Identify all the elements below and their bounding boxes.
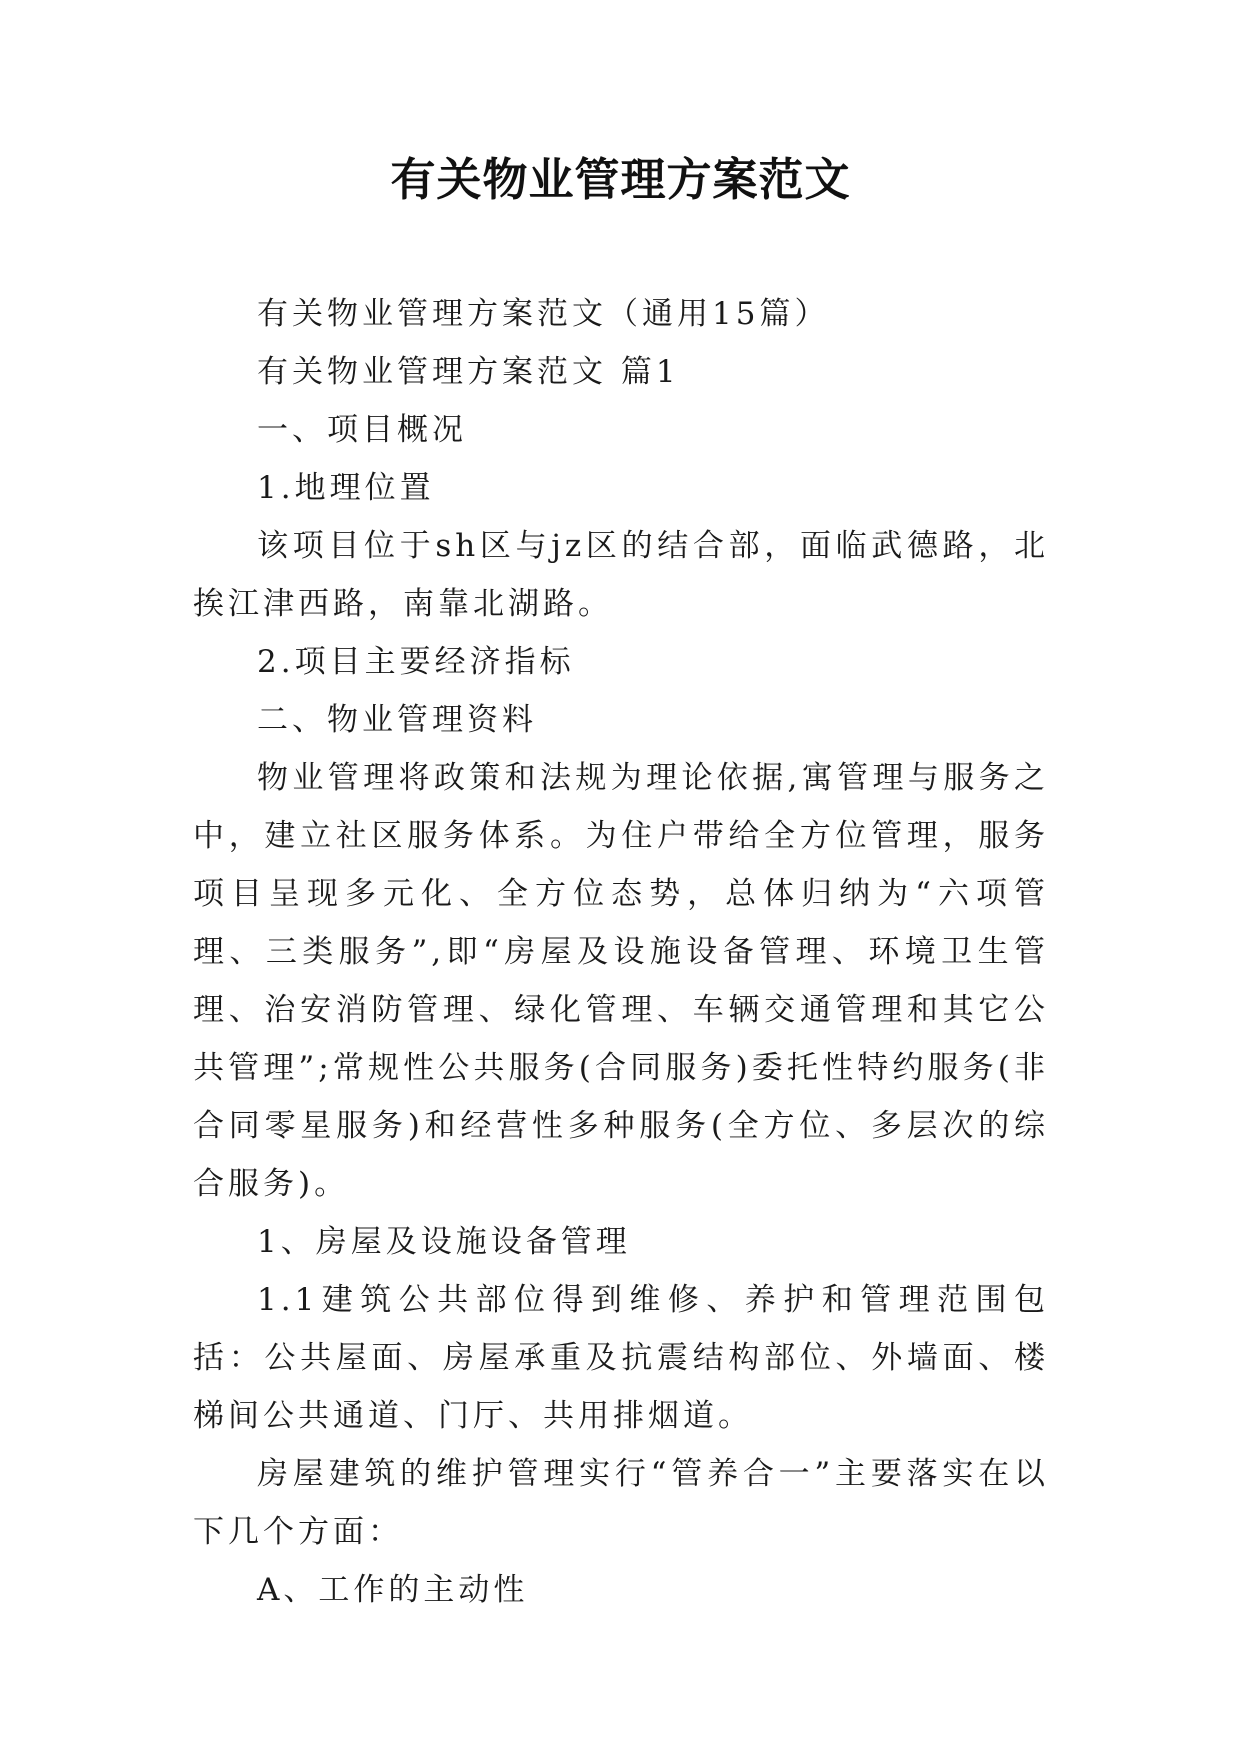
paragraph-maintenance: 房屋建筑的维护管理实行“管养合一”主要落实在以下几个方面： xyxy=(193,1456,1049,1550)
paragraph-subtitle: 有关物业管理方案范文（通用15篇） xyxy=(257,296,830,332)
document-body xyxy=(193,285,1049,1619)
list-item-a: A、工作的主动性 xyxy=(257,1572,529,1608)
section-heading-management: 二、物业管理资料 xyxy=(257,702,537,738)
subheading-location: 1.地理位置 xyxy=(257,470,435,506)
paragraph-article-heading: 有关物业管理方案范文 篇1 xyxy=(257,354,680,390)
subheading-housing: 1、房屋及设施设备管理 xyxy=(257,1224,631,1260)
paragraph-management: 物业管理将政策和法规为理论依据,寓管理与服务之中，建立社区服务体系。为住户带给全方位管理，服务项目呈现多元化、全方位态势，总体归纳为“六项管理、三类服务”,即“房屋及设施设备管理、环境卫生管理、治安消防管理、绿化管理、车辆交通管理和其它公共管理”;常规性公共服务(合同服务)委托性特约服务(非合同零星服务)和经营性多种服务(全方位、多层次的综合服务)。 xyxy=(193,760,1049,1202)
section-heading-overview: 一、项目概况 xyxy=(257,412,467,448)
paragraph-public-parts: 1.1建筑公共部位得到维修、养护和管理范围包括：公共屋面、房屋承重及抗震结构部位、外墙面、楼梯间公共通道、门厅、共用排烟道。 xyxy=(193,1282,1049,1434)
document-title: 有关物业管理方案范文 xyxy=(390,153,851,206)
paragraph-location: 该项目位于sh区与jz区的结合部，面临武德路，北挨江津西路，南靠北湖路。 xyxy=(193,528,1049,622)
subheading-indicators: 2.项目主要经济指标 xyxy=(257,644,575,680)
